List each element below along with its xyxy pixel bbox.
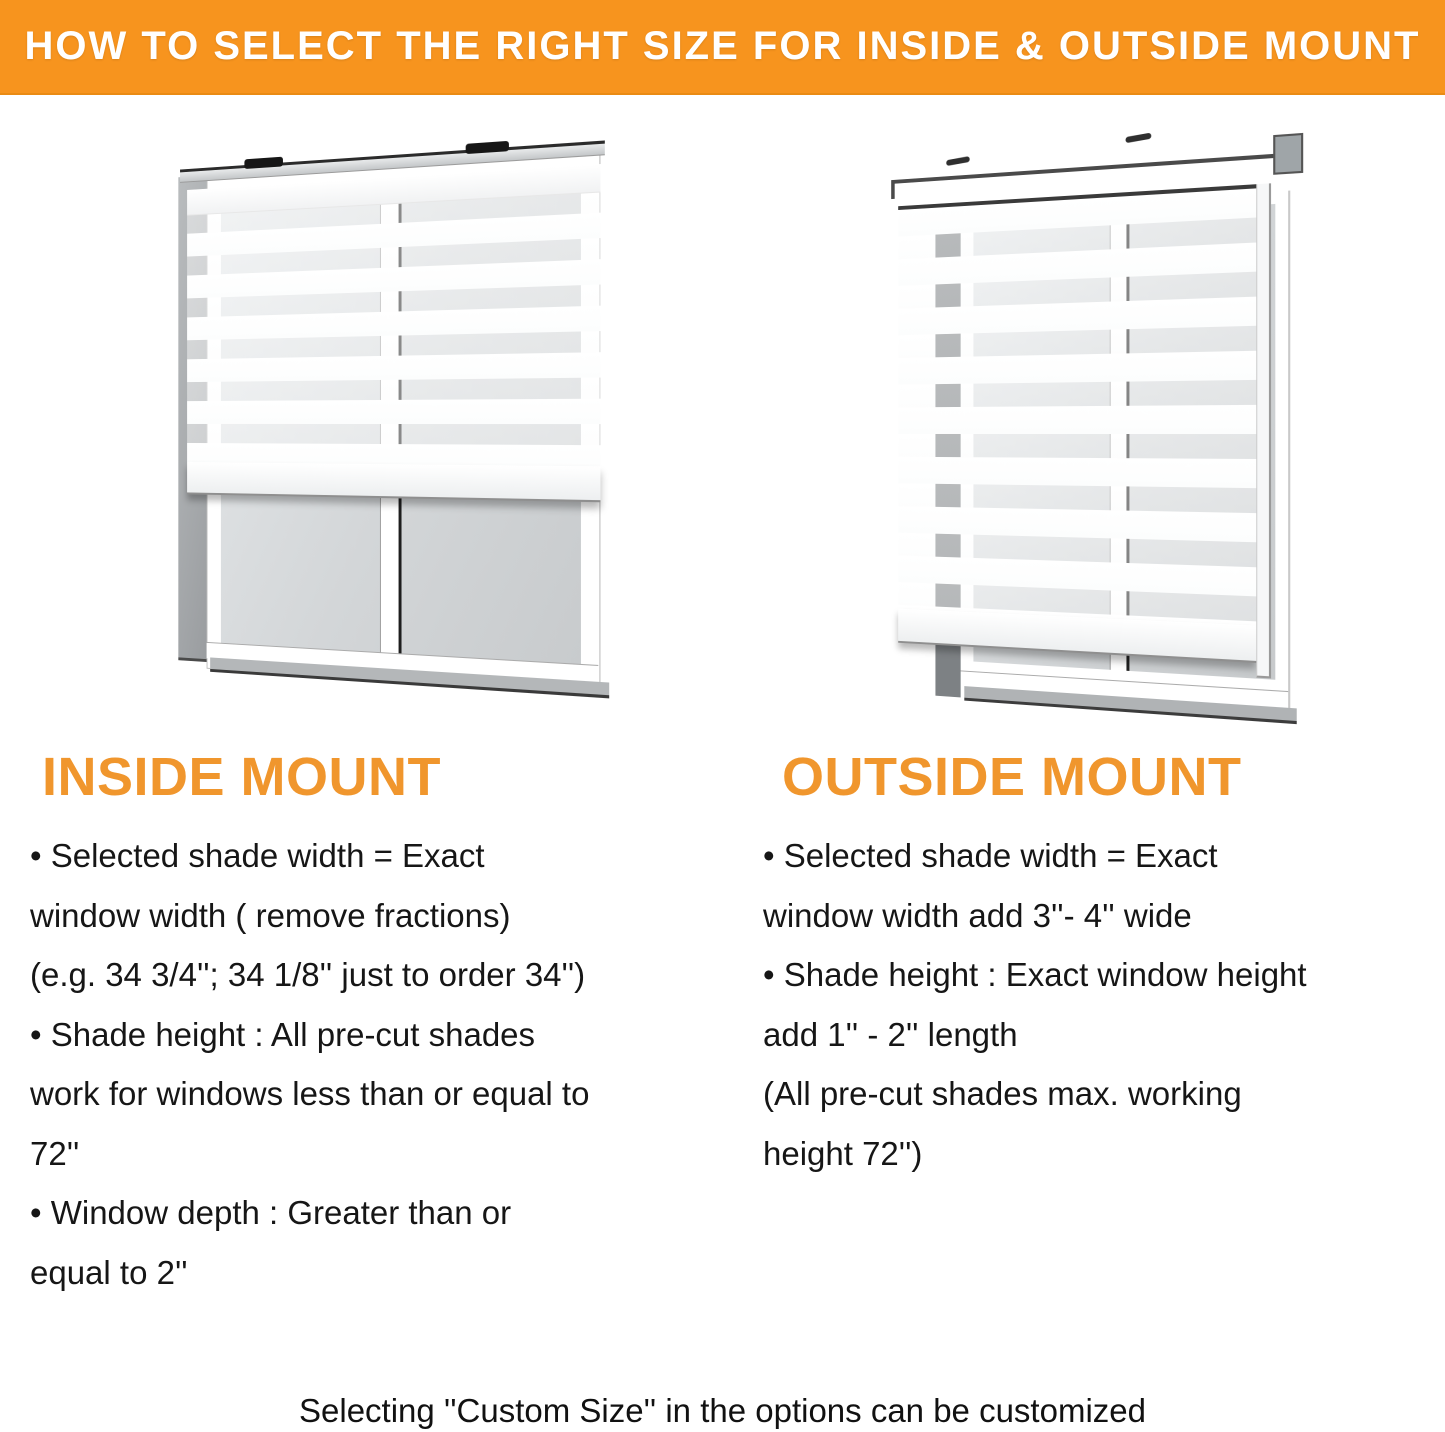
zebra-shade xyxy=(187,164,600,500)
instruction-line: equal to 2'' xyxy=(30,1253,188,1291)
instruction-line: add 1'' - 2'' length xyxy=(763,1015,1018,1053)
mount-bracket-icon xyxy=(1125,133,1151,144)
instruction-line: (All pre-cut shades max. working xyxy=(763,1075,1242,1112)
instruction-line: • Selected shade width = Exact xyxy=(763,837,1218,874)
inside-mount-heading: INSIDE MOUNT xyxy=(42,747,442,807)
instruction-line: (e.g. 34 3/4''; 34 1/8'' just to order 34'') xyxy=(30,956,586,993)
instruction-line: • Shade height : All pre-cut shades xyxy=(30,1015,536,1053)
instruction-line: work for windows less than or equal to xyxy=(30,1075,590,1112)
instruction-line: 72'' xyxy=(30,1134,80,1172)
shade-side-channel xyxy=(1256,183,1271,678)
outside-window xyxy=(889,118,1329,748)
banner-title: HOW TO SELECT THE RIGHT SIZE FOR INSIDE & OUTSIDE MOUNT xyxy=(24,24,1421,68)
instruction-line: • Window depth : Greater than or xyxy=(30,1194,512,1231)
wall-mount-rail xyxy=(891,153,1279,183)
rail-end-cap xyxy=(1273,133,1303,175)
wall-mount-rail-end xyxy=(891,180,895,199)
inside-mount-illustration xyxy=(158,148,598,698)
inside-mount-instructions xyxy=(30,826,710,1302)
inside-window xyxy=(175,132,605,714)
zebra-shade xyxy=(898,184,1256,661)
outside-mount-heading: OUTSIDE MOUNT xyxy=(782,747,1242,807)
shade-bands xyxy=(187,192,600,467)
instruction-line: • Shade height : Exact window height xyxy=(763,956,1307,993)
mount-bracket-icon xyxy=(946,156,970,166)
instruction-line: height 72'') xyxy=(763,1134,923,1172)
custom-size-note: Selecting ''Custom Size'' in the options can be customized xyxy=(299,1392,1146,1429)
shade-bands xyxy=(898,188,1256,625)
outside-mount-illustration xyxy=(872,136,1322,731)
instruction-line: • Selected shade width = Exact xyxy=(30,837,485,874)
instruction-line: window width add 3''- 4'' wide xyxy=(763,896,1192,934)
banner xyxy=(0,0,1445,95)
outside-mount-instructions xyxy=(763,826,1433,1183)
instruction-line: window width ( remove fractions) xyxy=(30,896,511,934)
